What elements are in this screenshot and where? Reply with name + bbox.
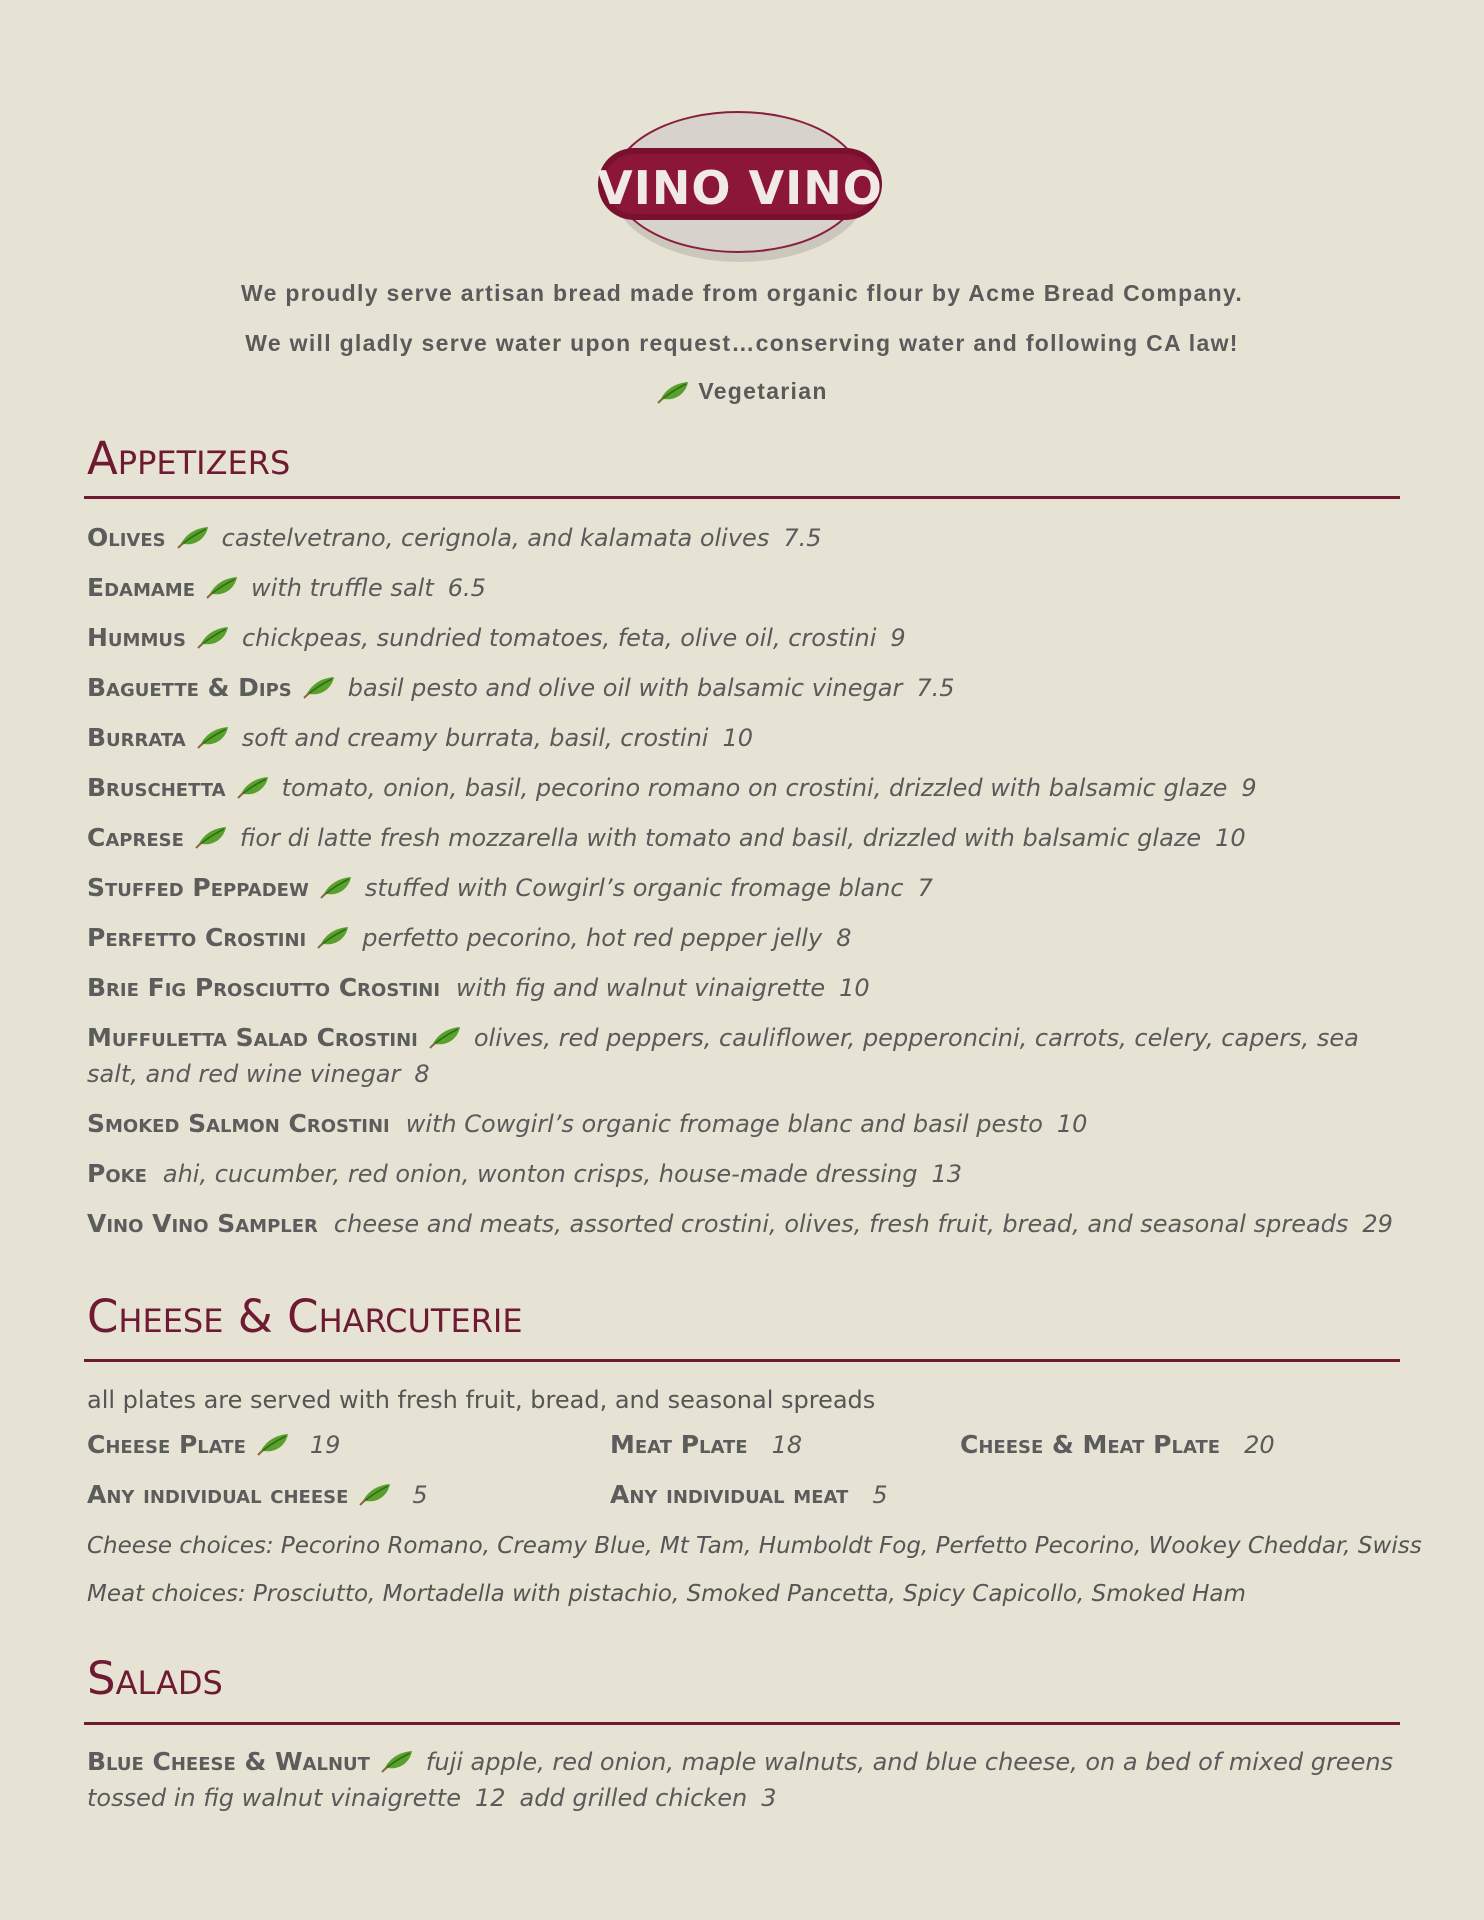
- appetizers-divider: [84, 496, 1400, 499]
- item-addon: add grilled chicken: [519, 1784, 748, 1812]
- menu-item: [87, 770, 1397, 806]
- menu-item: [87, 1156, 1397, 1192]
- leaf-icon: [316, 924, 350, 950]
- vegetarian-label: Vegetarian: [698, 378, 828, 404]
- item-description: with fig and walnut vinaigrette: [456, 974, 826, 1002]
- item-description: castelvetrano, cerignola, and kalamata olives: [221, 524, 770, 552]
- plate-name: Any individual cheese: [87, 1480, 349, 1509]
- leaf-icon: [194, 824, 228, 850]
- plate-price: 5: [872, 1481, 888, 1509]
- menu-item: [87, 1206, 1397, 1242]
- item-name: Baguette & Dips: [87, 673, 292, 702]
- leaf-icon: [205, 574, 239, 600]
- vegetarian-legend: [0, 378, 1484, 411]
- leaf-icon: [380, 1748, 414, 1774]
- item-description: ahi, cucumber, red onion, wonton crisps, house-made dressing: [162, 1160, 918, 1188]
- cheese-divider: [84, 1359, 1400, 1362]
- item-price: 10: [722, 724, 754, 752]
- plate-name: Meat Plate: [610, 1430, 748, 1459]
- item-name: Smoked Salmon Crostini: [87, 1109, 390, 1138]
- item-name: Muffuletta Salad Crostini: [87, 1023, 418, 1052]
- plate-name: Cheese & Meat Plate: [960, 1430, 1221, 1459]
- menu-item: [87, 520, 1397, 556]
- leaf-icon: [196, 724, 230, 750]
- menu-item: [87, 1020, 1397, 1092]
- item-price: 8: [414, 1060, 430, 1088]
- menu-item: [87, 570, 1397, 606]
- menu-item: [87, 670, 1397, 706]
- leaf-icon: [656, 379, 690, 405]
- item-description: cheese and meats, assorted crostini, olives, fresh fruit, bread, and seasonal spreads: [333, 1210, 1349, 1238]
- appetizers-list: [87, 520, 1397, 1256]
- menu-item: [87, 1744, 1397, 1816]
- item-name: Brie Fig Prosciutto Crostini: [87, 973, 441, 1002]
- item-name: Caprese: [87, 823, 184, 852]
- item-price: 7.5: [916, 674, 955, 702]
- plate-item: [610, 1480, 888, 1509]
- item-name: Poke: [87, 1159, 147, 1188]
- menu-item: [87, 720, 1397, 756]
- plate-price: 19: [309, 1431, 341, 1459]
- leaf-icon: [302, 674, 336, 700]
- salads-list: [87, 1744, 1397, 1830]
- plate-item: [960, 1430, 1275, 1459]
- item-description: with truffle salt: [251, 574, 434, 602]
- leaf-icon: [358, 1481, 392, 1507]
- item-price: 7.5: [783, 524, 822, 552]
- item-description: olives, red peppers, cauliflower, pepperoncini, carrots, celery, capers, sea salt, and red wine vinegar: [87, 1024, 1359, 1088]
- leaf-icon: [236, 774, 270, 800]
- cheese-heading: Cheese & Charcuterie: [87, 1290, 523, 1343]
- item-name: Bruschetta: [87, 773, 226, 802]
- meat-choices: Meat choices: Prosciutto, Mortadella with pistachio, Smoked Pancetta, Spicy Capicollo, Smoked Ham: [87, 1581, 1246, 1607]
- item-name: Edamame: [87, 573, 196, 602]
- leaf-icon: [176, 524, 210, 550]
- plate-price: 18: [771, 1431, 803, 1459]
- vino-vino-logo: [590, 100, 890, 270]
- plate-name: Any individual meat: [610, 1480, 849, 1509]
- leaf-icon: [428, 1024, 462, 1050]
- item-price: 10: [1056, 1110, 1088, 1138]
- item-description: basil pesto and olive oil with balsamic vinegar: [347, 674, 903, 702]
- item-price: 10: [839, 974, 870, 1002]
- plate-item: [610, 1430, 802, 1459]
- appetizers-heading: Appetizers: [87, 432, 291, 485]
- item-description: with Cowgirl’s organic fromage blanc and basil pesto: [405, 1110, 1043, 1138]
- plate-name: Cheese Plate: [87, 1430, 246, 1459]
- item-name: Blue Cheese & Walnut: [87, 1747, 370, 1776]
- salads-divider: [84, 1722, 1400, 1725]
- item-price: 8: [836, 924, 852, 952]
- item-description: fuji apple, red onion, maple walnuts, and blue cheese, on a bed of mixed greens tossed in fig walnut vinaigrette: [87, 1748, 1394, 1812]
- item-description: fior di latte fresh mozzarella with tomato and basil, drizzled with balsamic glaze: [239, 824, 1202, 852]
- plate-price: 5: [412, 1481, 428, 1509]
- menu-item: [87, 870, 1397, 906]
- item-name: Vino Vino Sampler: [87, 1209, 318, 1238]
- plate-item: [87, 1480, 428, 1509]
- item-description: tomato, onion, basil, pecorino romano on crostini, drizzled with balsamic glaze: [281, 774, 1228, 802]
- item-price: 9: [1241, 774, 1257, 802]
- item-description: perfetto pecorino, hot red pepper jelly: [362, 924, 823, 952]
- plate-price: 20: [1244, 1431, 1275, 1459]
- logo-text: VINO VINO: [597, 161, 883, 215]
- leaf-icon: [196, 624, 230, 650]
- item-name: Olives: [87, 523, 166, 552]
- menu-item: [87, 920, 1397, 956]
- leaf-icon: [256, 1431, 290, 1457]
- item-price: 29: [1362, 1210, 1393, 1238]
- item-description: soft and creamy burrata, basil, crostini: [241, 724, 709, 752]
- item-price: 13: [931, 1160, 963, 1188]
- leaf-icon: [319, 874, 353, 900]
- item-price: 6.5: [447, 574, 486, 602]
- item-addon-price: 3: [761, 1784, 777, 1812]
- item-price: 12: [474, 1784, 506, 1812]
- item-name: Hummus: [87, 623, 186, 652]
- item-description: chickpeas, sundried tomatoes, feta, olive oil, crostini: [241, 624, 877, 652]
- plate-item: [87, 1430, 340, 1459]
- item-price: 10: [1215, 824, 1246, 852]
- cheese-choices: Cheese choices: Pecorino Romano, Creamy Blue, Mt Tam, Humboldt Fog, Perfetto Pecorino, Wookey Cheddar, Swiss: [87, 1533, 1422, 1559]
- item-name: Stuffed Peppadew: [87, 873, 309, 902]
- menu-item: [87, 1106, 1397, 1142]
- cheese-note: all plates are served with fresh fruit, bread, and seasonal spreads: [87, 1386, 876, 1414]
- item-name: Burrata: [87, 723, 186, 752]
- item-description: stuffed with Cowgirl’s organic fromage blanc: [364, 874, 904, 902]
- menu-item: [87, 970, 1397, 1006]
- item-price: 9: [890, 624, 906, 652]
- menu-item: [87, 620, 1397, 656]
- salads-heading: Salads: [87, 1652, 223, 1705]
- bread-notice: We proudly serve artisan bread made from organic flour by Acme Bread Company.: [240, 280, 1244, 306]
- menu-item: [87, 820, 1397, 856]
- item-name: Perfetto Crostini: [87, 923, 307, 952]
- water-notice: We will gladly serve water upon request…conserving water and following CA law!: [245, 330, 1239, 356]
- item-price: 7: [917, 874, 933, 902]
